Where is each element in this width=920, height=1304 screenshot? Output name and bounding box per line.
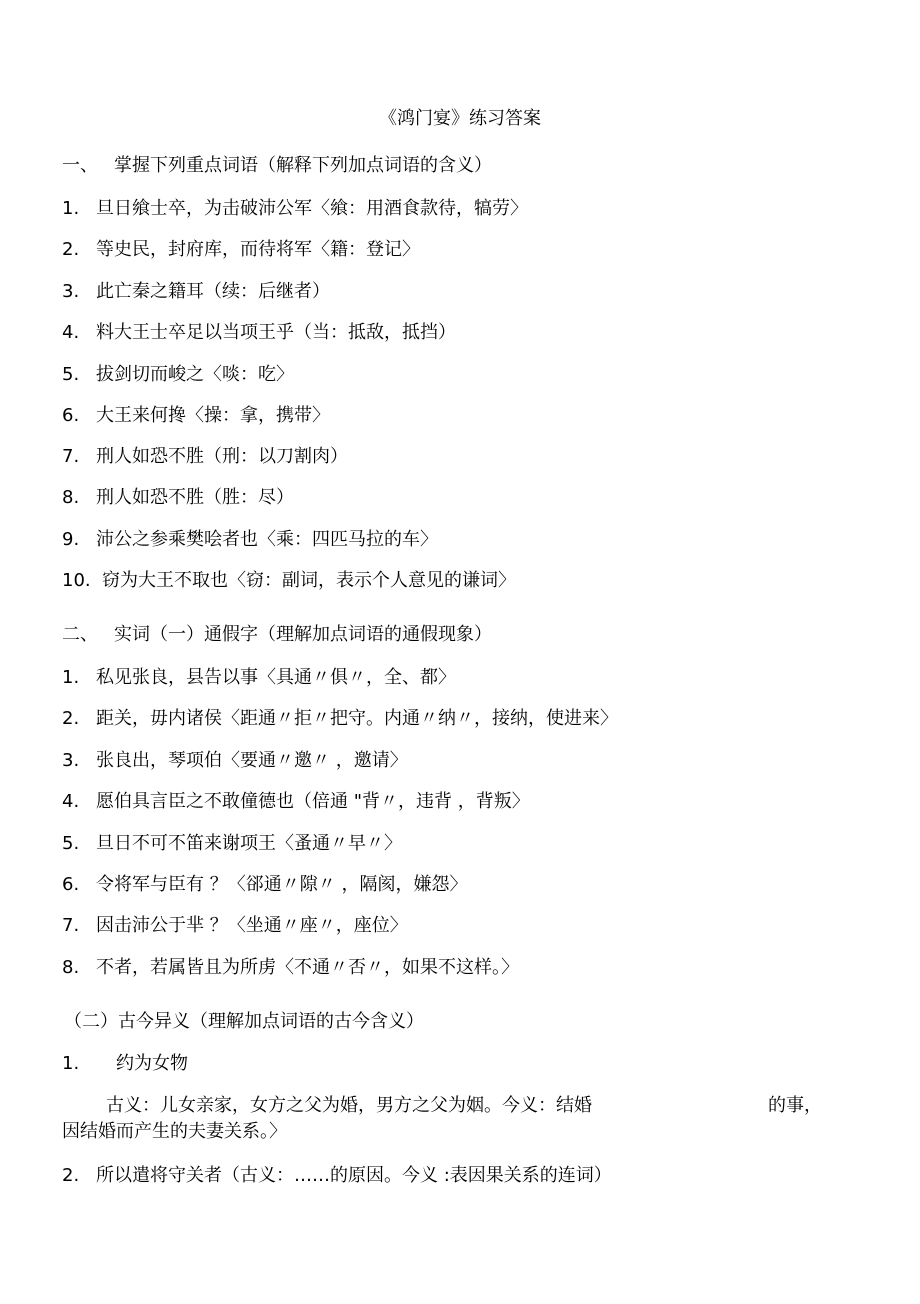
list-item <box>62 665 456 691</box>
item-text: 沛公之参乘樊哙者也〈乘：四匹马拉的车〉 <box>96 529 438 550</box>
list-item <box>62 320 456 346</box>
item-number: 7. <box>62 446 80 467</box>
item-number: 2. <box>62 708 80 729</box>
item-text: 不者，若属皆且为所虏〈不通〃否〃，如果不这样。〉 <box>96 957 519 978</box>
explanation-line-2: 因结婚而产生的夫妻关系。〉 <box>62 1121 287 1142</box>
explanation-line-1 <box>62 1093 822 1119</box>
item-number: 5. <box>62 364 80 385</box>
list-item <box>62 237 420 263</box>
list-item <box>62 485 294 511</box>
document-title: 《鸿门宴》练习答案 <box>379 108 541 129</box>
list-item <box>62 1051 188 1077</box>
item-text: 张良出，琴项伯〈要通〃邀〃 ，邀请〉 <box>96 750 408 771</box>
item-text: 约为女物 <box>116 1053 188 1074</box>
list-item <box>62 444 348 470</box>
list-item <box>62 362 294 388</box>
item-text: 因击沛公于芈 ？〈坐通〃座〃，座位〉 <box>96 915 408 936</box>
item-text: 大王来何搀〈操：拿，携带〉 <box>96 405 330 426</box>
item-number: 6. <box>62 405 80 426</box>
item-number: 7. <box>62 915 80 936</box>
list-item <box>62 568 516 594</box>
item-text: 刑人如恐不胜（胜：尽） <box>96 487 294 508</box>
item-text: 此亡秦之籍耳（续：后继者） <box>96 281 330 302</box>
item-number: 4. <box>62 322 80 343</box>
list-item <box>62 279 330 305</box>
list-item <box>62 1163 612 1189</box>
item-text: 料大王士卒足以当项王乎（当：抵敌，抵挡） <box>96 322 456 343</box>
item-number: 2. <box>62 239 80 260</box>
explanation-tail: 的事， <box>768 1095 822 1116</box>
list-item <box>62 872 467 898</box>
item-text: 距关，毋内诸侯〈距通〃拒〃把守。内通〃纳〃，接纳，使进来〉 <box>96 708 618 729</box>
section-number: 二、 <box>62 624 98 645</box>
item-text: 窃为大王不取也〈窃：副词，表示个人意见的谦词〉 <box>102 570 516 591</box>
item-text: 私见张良，县告以事〈具通〃俱〃，全、都〉 <box>96 667 456 688</box>
item-text: 愿伯具言臣之不敢僮德也（倍通 "背〃，违背 ，背叛〉 <box>96 791 530 812</box>
list-item <box>62 955 519 981</box>
item-number: 1. <box>62 667 80 688</box>
list-item <box>62 527 438 553</box>
item-text: 旦日飨士卒，为击破沛公军〈飨：用酒食款待，犒劳〉 <box>96 198 528 219</box>
item-number: 2. <box>62 1165 80 1186</box>
list-item <box>62 831 402 857</box>
item-number: 9. <box>62 529 80 550</box>
item-number: 6. <box>62 874 80 895</box>
item-number: 3. <box>62 281 80 302</box>
section-heading-text: 实词（一）通假字（理解加点词语的通假现象） <box>114 624 492 645</box>
list-item <box>62 196 528 222</box>
item-text: 拔剑切而峻之〈啖：吃〉 <box>96 364 294 385</box>
list-item <box>62 748 408 774</box>
item-text: 等史民，封府库，而待将军〈籍：登记〉 <box>96 239 420 260</box>
section-number: 一、 <box>62 155 98 176</box>
section-1-heading <box>62 153 492 179</box>
list-item <box>62 403 330 429</box>
list-item <box>62 789 530 815</box>
explanation-paragraph <box>62 1093 822 1145</box>
item-number: 1. <box>62 1053 80 1074</box>
item-number: 4. <box>62 791 80 812</box>
section-3-heading: （二）古今异义（理解加点词语的古今含义） <box>64 1011 424 1032</box>
item-number: 1. <box>62 198 80 219</box>
list-item <box>62 913 408 939</box>
item-number: 3. <box>62 750 80 771</box>
section-heading-text: 掌握下列重点词语（解释下列加点词语的含义） <box>114 155 492 176</box>
item-text: 刑人如恐不胜（刑：以刀割肉） <box>96 446 348 467</box>
item-number: 8. <box>62 487 80 508</box>
item-number: 8. <box>62 957 80 978</box>
section-2-heading <box>62 622 492 648</box>
item-number: 5. <box>62 833 80 854</box>
item-text: 令将军与臣有 ？〈郤通〃隙〃 ，隔阂，嫌怨〉 <box>96 874 468 895</box>
item-text: 所以遣将守关者（古义：……的原因。今义 :表因果关系的连词） <box>96 1165 612 1186</box>
item-number: 10. <box>62 570 91 591</box>
explanation-text: 古义：儿女亲家，女方之父为婚，男方之父为姻。今义：结婚 <box>106 1095 592 1116</box>
list-item <box>62 706 618 732</box>
item-text: 旦日不可不笛来谢项王〈蚤通〃早〃〉 <box>96 833 402 854</box>
